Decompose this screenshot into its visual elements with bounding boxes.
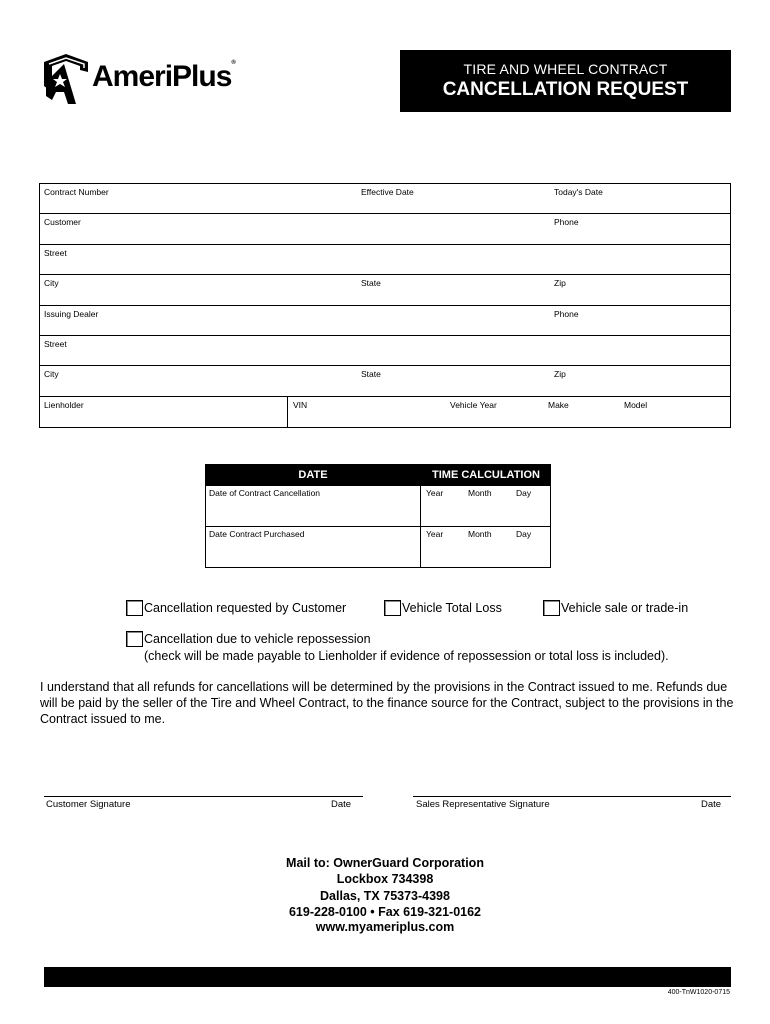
repossession-checkbox-row [126, 631, 371, 647]
purchased-day-field[interactable]: Day [516, 529, 532, 539]
cancellation-day-field[interactable]: Day [516, 488, 532, 498]
customer-request-checkbox-row [126, 600, 346, 616]
sales-rep-date-label: Date [701, 799, 722, 810]
contract-number-field[interactable]: Contract Number [44, 187, 109, 197]
date-header: DATE [206, 465, 420, 486]
total-loss-label: Vehicle Total Loss [402, 601, 502, 615]
issuing-dealer-field[interactable]: Issuing Dealer [44, 308, 99, 319]
time-calculation-header: TIME CALCULATION [421, 465, 551, 486]
customer-date-label: Date [331, 799, 352, 810]
make-field[interactable]: Make [548, 399, 569, 410]
customer-city-field[interactable]: City [44, 278, 59, 289]
todays-date-field[interactable]: Today's Date [554, 187, 603, 197]
info-row-customer-city [40, 275, 730, 305]
logo-wordmark [92, 60, 235, 94]
time-calculation-table [205, 464, 551, 568]
vin-field[interactable]: VIN [293, 399, 308, 410]
lienholder-field[interactable]: Lienholder [44, 399, 84, 410]
sales-rep-signature-line[interactable] [413, 796, 731, 797]
purchased-year-field[interactable]: Year [426, 529, 444, 539]
customer-street-field[interactable]: Street [44, 247, 67, 258]
info-row-dealer-city [40, 366, 730, 396]
footer-bar [44, 967, 731, 987]
repossession-note: (check will be made payable to Lienholder if evidence of repossession or total loss is included). [144, 649, 669, 663]
agreement-paragraph: I understand that all refunds for cancellations will be determined by the provisions in the Contract issued to me. Refunds due will be paid by the seller of the Tire and Wheel Contract, to the finance source for the Contract, subject to the provisions in the Contract issued to me. [40, 680, 734, 726]
calc-divider-horizontal [206, 526, 550, 527]
info-row-dealer [40, 306, 730, 336]
info-row-contract [40, 184, 730, 214]
dealer-zip-field[interactable]: Zip [554, 369, 566, 380]
sale-tradein-label: Vehicle sale or trade-in [561, 601, 689, 615]
sale-tradein-checkbox[interactable] [543, 600, 560, 616]
cancellation-month-field[interactable]: Month [468, 488, 492, 498]
mail-to-line: Mail to: OwnerGuard Corporation [286, 856, 484, 870]
info-row-customer-street [40, 245, 730, 275]
date-of-cancellation-field[interactable]: Date of Contract Cancellation [209, 488, 321, 498]
customer-request-checkbox[interactable] [126, 600, 143, 616]
customer-zip-field[interactable]: Zip [554, 278, 566, 289]
customer-request-label: Cancellation requested by Customer [144, 601, 347, 615]
ameriplus-logo [40, 52, 235, 108]
purchased-month-field[interactable]: Month [468, 529, 492, 539]
customer-signature-label: Customer Signature [46, 799, 131, 810]
customer-phone-field[interactable]: Phone [554, 217, 579, 228]
city-line: Dallas, TX 75373-4398 [320, 889, 450, 903]
model-field[interactable]: Model [624, 399, 648, 410]
form-title: CANCELLATION REQUEST [442, 79, 689, 100]
info-row-dealer-street [40, 336, 730, 366]
dealer-street-field[interactable]: Street [44, 338, 67, 349]
mailing-address [0, 856, 770, 936]
dealer-city-field[interactable]: City [44, 369, 59, 380]
cancellation-year-field[interactable]: Year [426, 488, 444, 498]
date-purchased-field[interactable]: Date Contract Purchased [209, 529, 305, 539]
info-row-vehicle [40, 397, 730, 427]
sales-rep-signature-label: Sales Representative Signature [416, 799, 550, 810]
form-subtitle: TIRE AND WHEEL CONTRACT [463, 61, 668, 77]
customer-signature-line[interactable] [44, 796, 363, 797]
logo-text: AmeriPlus [92, 60, 232, 93]
total-loss-checkbox-row [384, 600, 502, 616]
info-row-customer [40, 214, 730, 244]
calc-divider-vertical [420, 465, 421, 567]
dealer-phone-field[interactable]: Phone [554, 308, 579, 319]
vin-divider [287, 397, 288, 427]
logo-trademark: ® [231, 60, 235, 66]
form-title-box [400, 50, 731, 112]
repossession-label: Cancellation due to vehicle repossession [144, 632, 371, 646]
repossession-checkbox[interactable] [126, 631, 143, 647]
shield-star-icon [40, 52, 92, 108]
contract-info-table [39, 183, 731, 428]
lockbox-line: Lockbox 734398 [336, 871, 434, 886]
effective-date-field[interactable]: Effective Date [361, 187, 414, 197]
vehicle-year-field[interactable]: Vehicle Year [450, 399, 497, 410]
sale-tradein-checkbox-row [543, 600, 688, 616]
form-number: 400-TnW1020-0715 [667, 989, 730, 996]
customer-state-field[interactable]: State [361, 278, 381, 289]
website-link[interactable]: www.myameriplus.com [315, 920, 455, 934]
phone-fax-line: 619-228-0100 • Fax 619-321-0162 [288, 904, 482, 919]
customer-field[interactable]: Customer [44, 217, 81, 228]
total-loss-checkbox[interactable] [384, 600, 401, 616]
dealer-state-field[interactable]: State [361, 369, 381, 380]
